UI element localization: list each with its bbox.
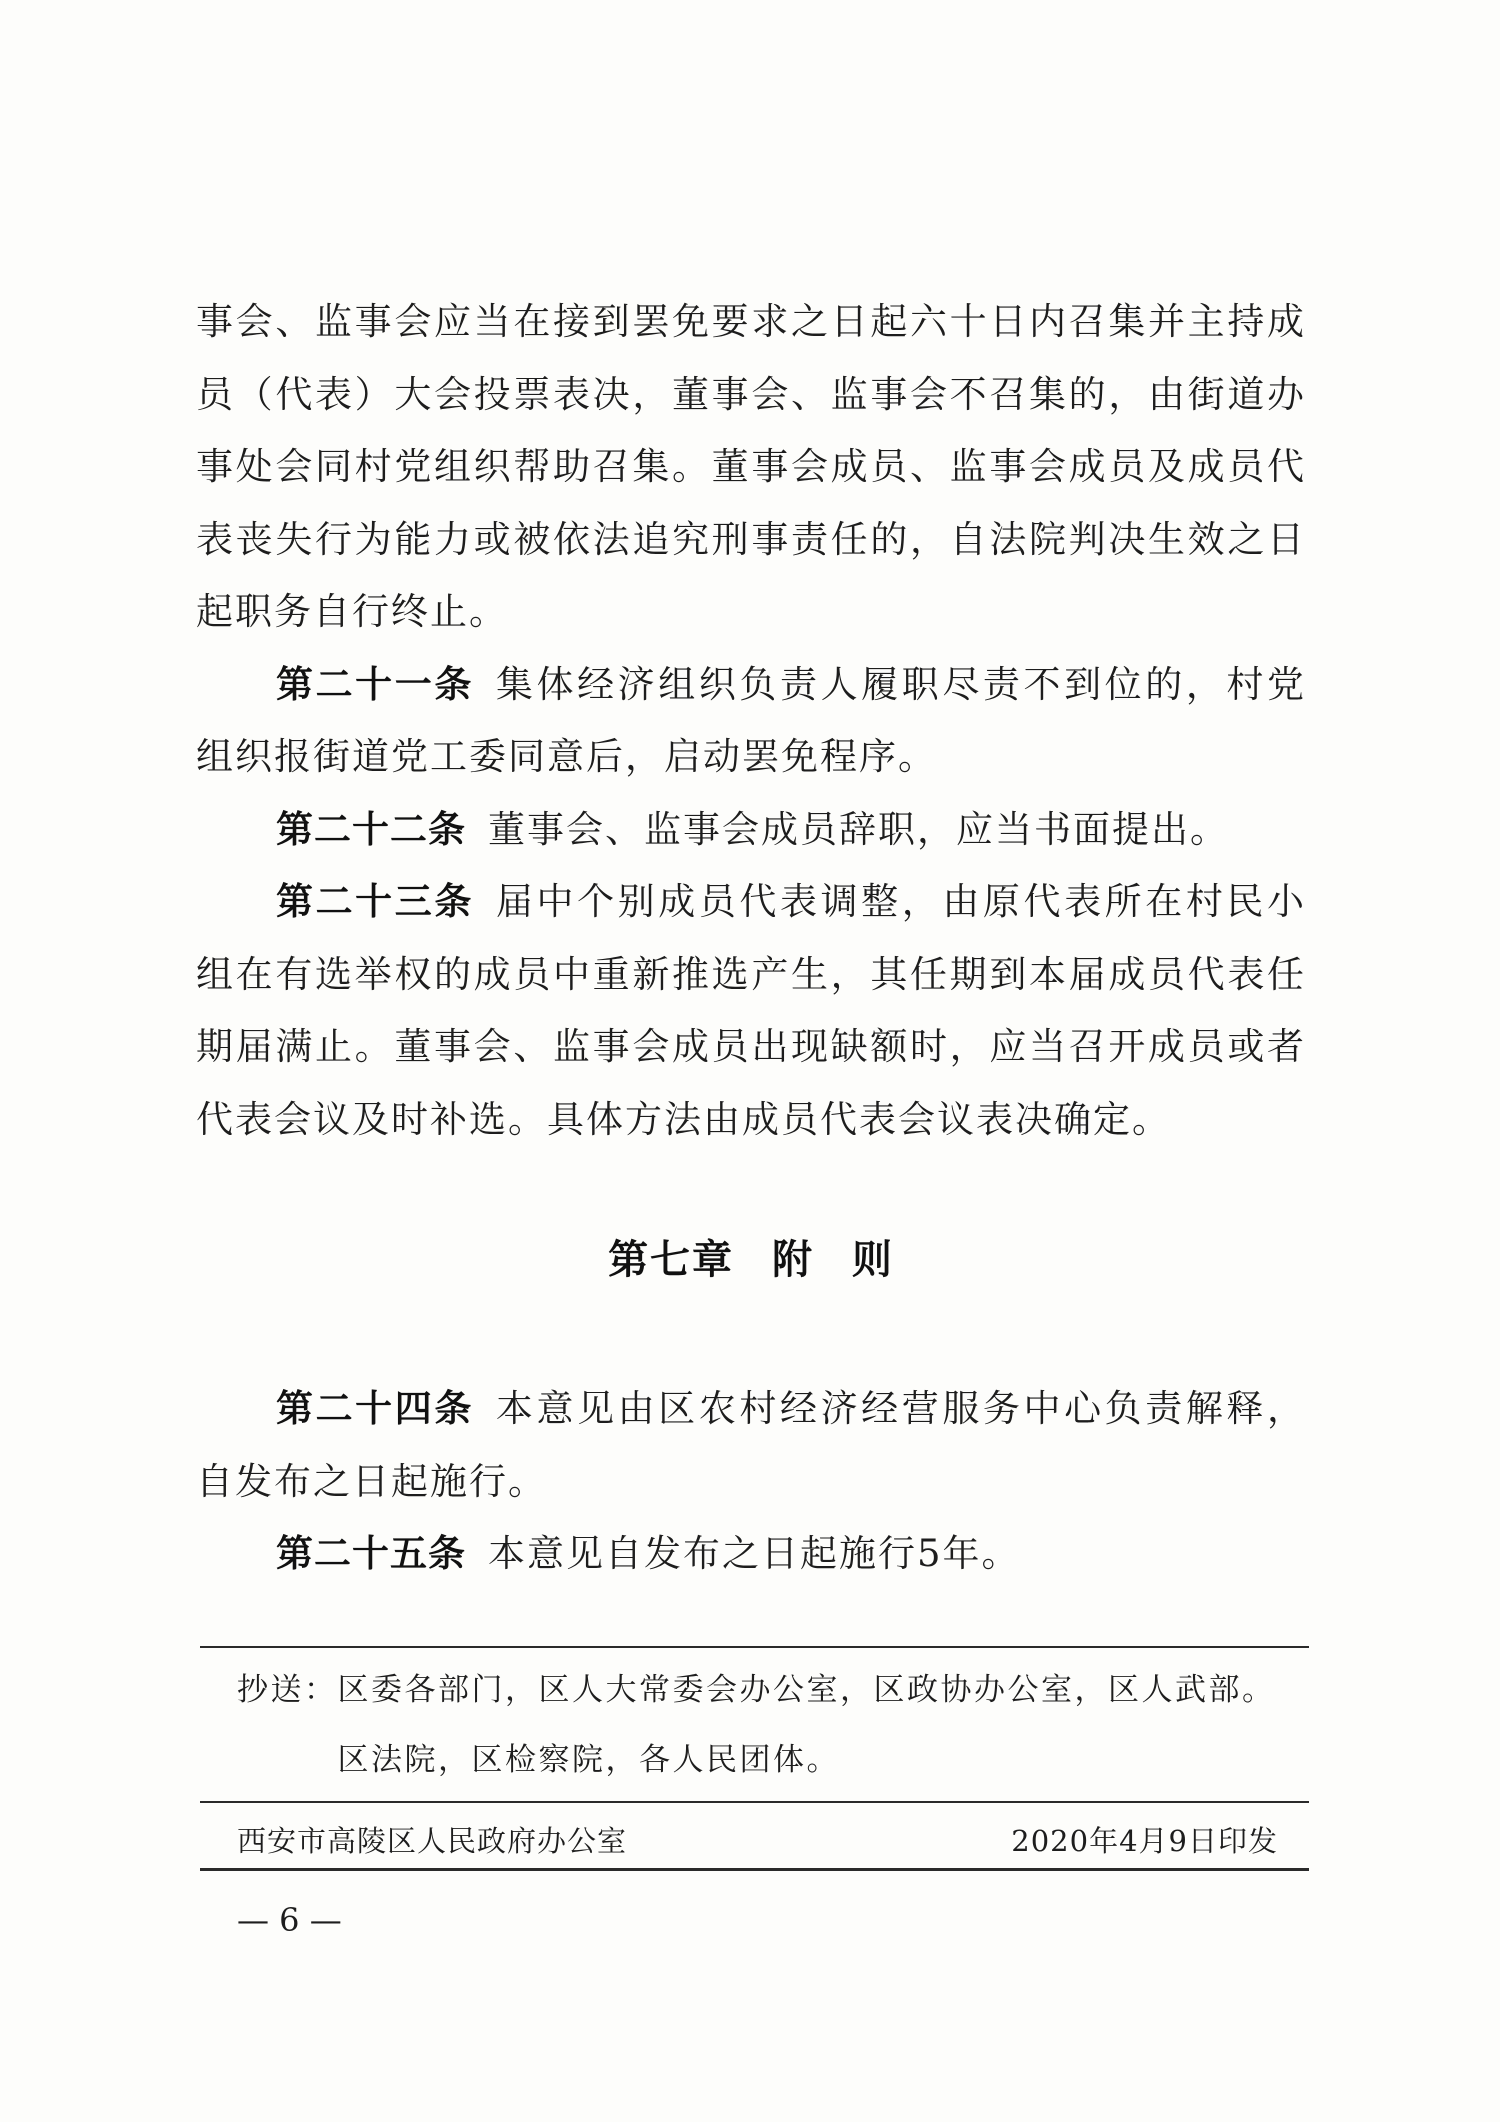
article-text: 届中个别成员代表调整，由原代表所在村民小 [495,880,1306,923]
article-label: 第二十三条 [276,880,474,923]
article-24-first-line [196,1373,1306,1446]
cc-recipients [338,1655,1276,1795]
divider-rule [200,1868,1309,1871]
issuer-office: 西安市高陵区人民政府办公室 [237,1824,628,1858]
text-line: 自发布之日起施行。 [196,1459,547,1503]
text-line: 组在有选举权的成员中重新推选产生，其任期到本届成员代表任 [196,952,1306,996]
text-line: 员（代表）大会投票表决，董事会、监事会不召集的，由街道办 [196,372,1306,416]
article-text: 董事会、监事会成员辞职，应当书面提出。 [488,807,1229,851]
cc-recipients-line: 区委各部门，区人大常委会办公室，区政协办公室，区人武部。 [337,1672,1276,1708]
divider-rule [200,1646,1309,1648]
body-text-block [196,1373,1306,1591]
chapter-heading: 第七章 附 则 [608,1237,894,1283]
body-text-block [196,286,1306,1156]
issuer-row [237,1821,1278,1861]
cc-distribution [237,1655,1276,1795]
article-label: 第二十二条 [276,807,466,851]
article-21-first-line [196,649,1306,722]
text-line: 起职务自行终止。 [196,590,508,633]
article-label: 第二十一条 [276,662,474,706]
article-label: 第二十五条 [276,1532,466,1575]
divider-rule [200,1801,1309,1803]
article-text: 本意见由区农村经济经营服务中心负责解释， [495,1387,1306,1430]
article-23-first-line [196,866,1306,939]
text-line: 表丧失行为能力或被依法追究刑事责任的，自法院判决生效之日 [196,517,1306,561]
article-25-first-line [196,1518,1306,1591]
page-number: — 6 — [237,1901,342,1939]
article-text: 本意见自发布之日起施行5年。 [488,1532,1021,1575]
article-text: 集体经济组织负责人履职尽责不到位的，村党 [495,662,1306,706]
article-label: 第二十四条 [276,1387,474,1430]
text-line: 事会、监事会应当在接到罢免要求之日起六十日内召集并主持成 [196,300,1306,343]
text-line: 期届满止。董事会、监事会成员出现缺额时，应当召开成员或者 [196,1025,1306,1068]
text-line: 组织报街道党工委同意后，启动罢免程序。 [196,735,937,778]
cc-label: 抄送： [237,1672,338,1708]
issue-date: 2020年4月9日印发 [1011,1824,1278,1858]
text-line: 代表会议及时补选。具体方法由成员代表会议表决确定。 [196,1097,1171,1141]
text-line: 事处会同村党组织帮助召集。董事会成员、监事会成员及成员代 [196,445,1306,488]
cc-recipients-line: 区法院，区检察院，各人民团体。 [337,1742,840,1778]
article-22-first-line [196,794,1306,867]
